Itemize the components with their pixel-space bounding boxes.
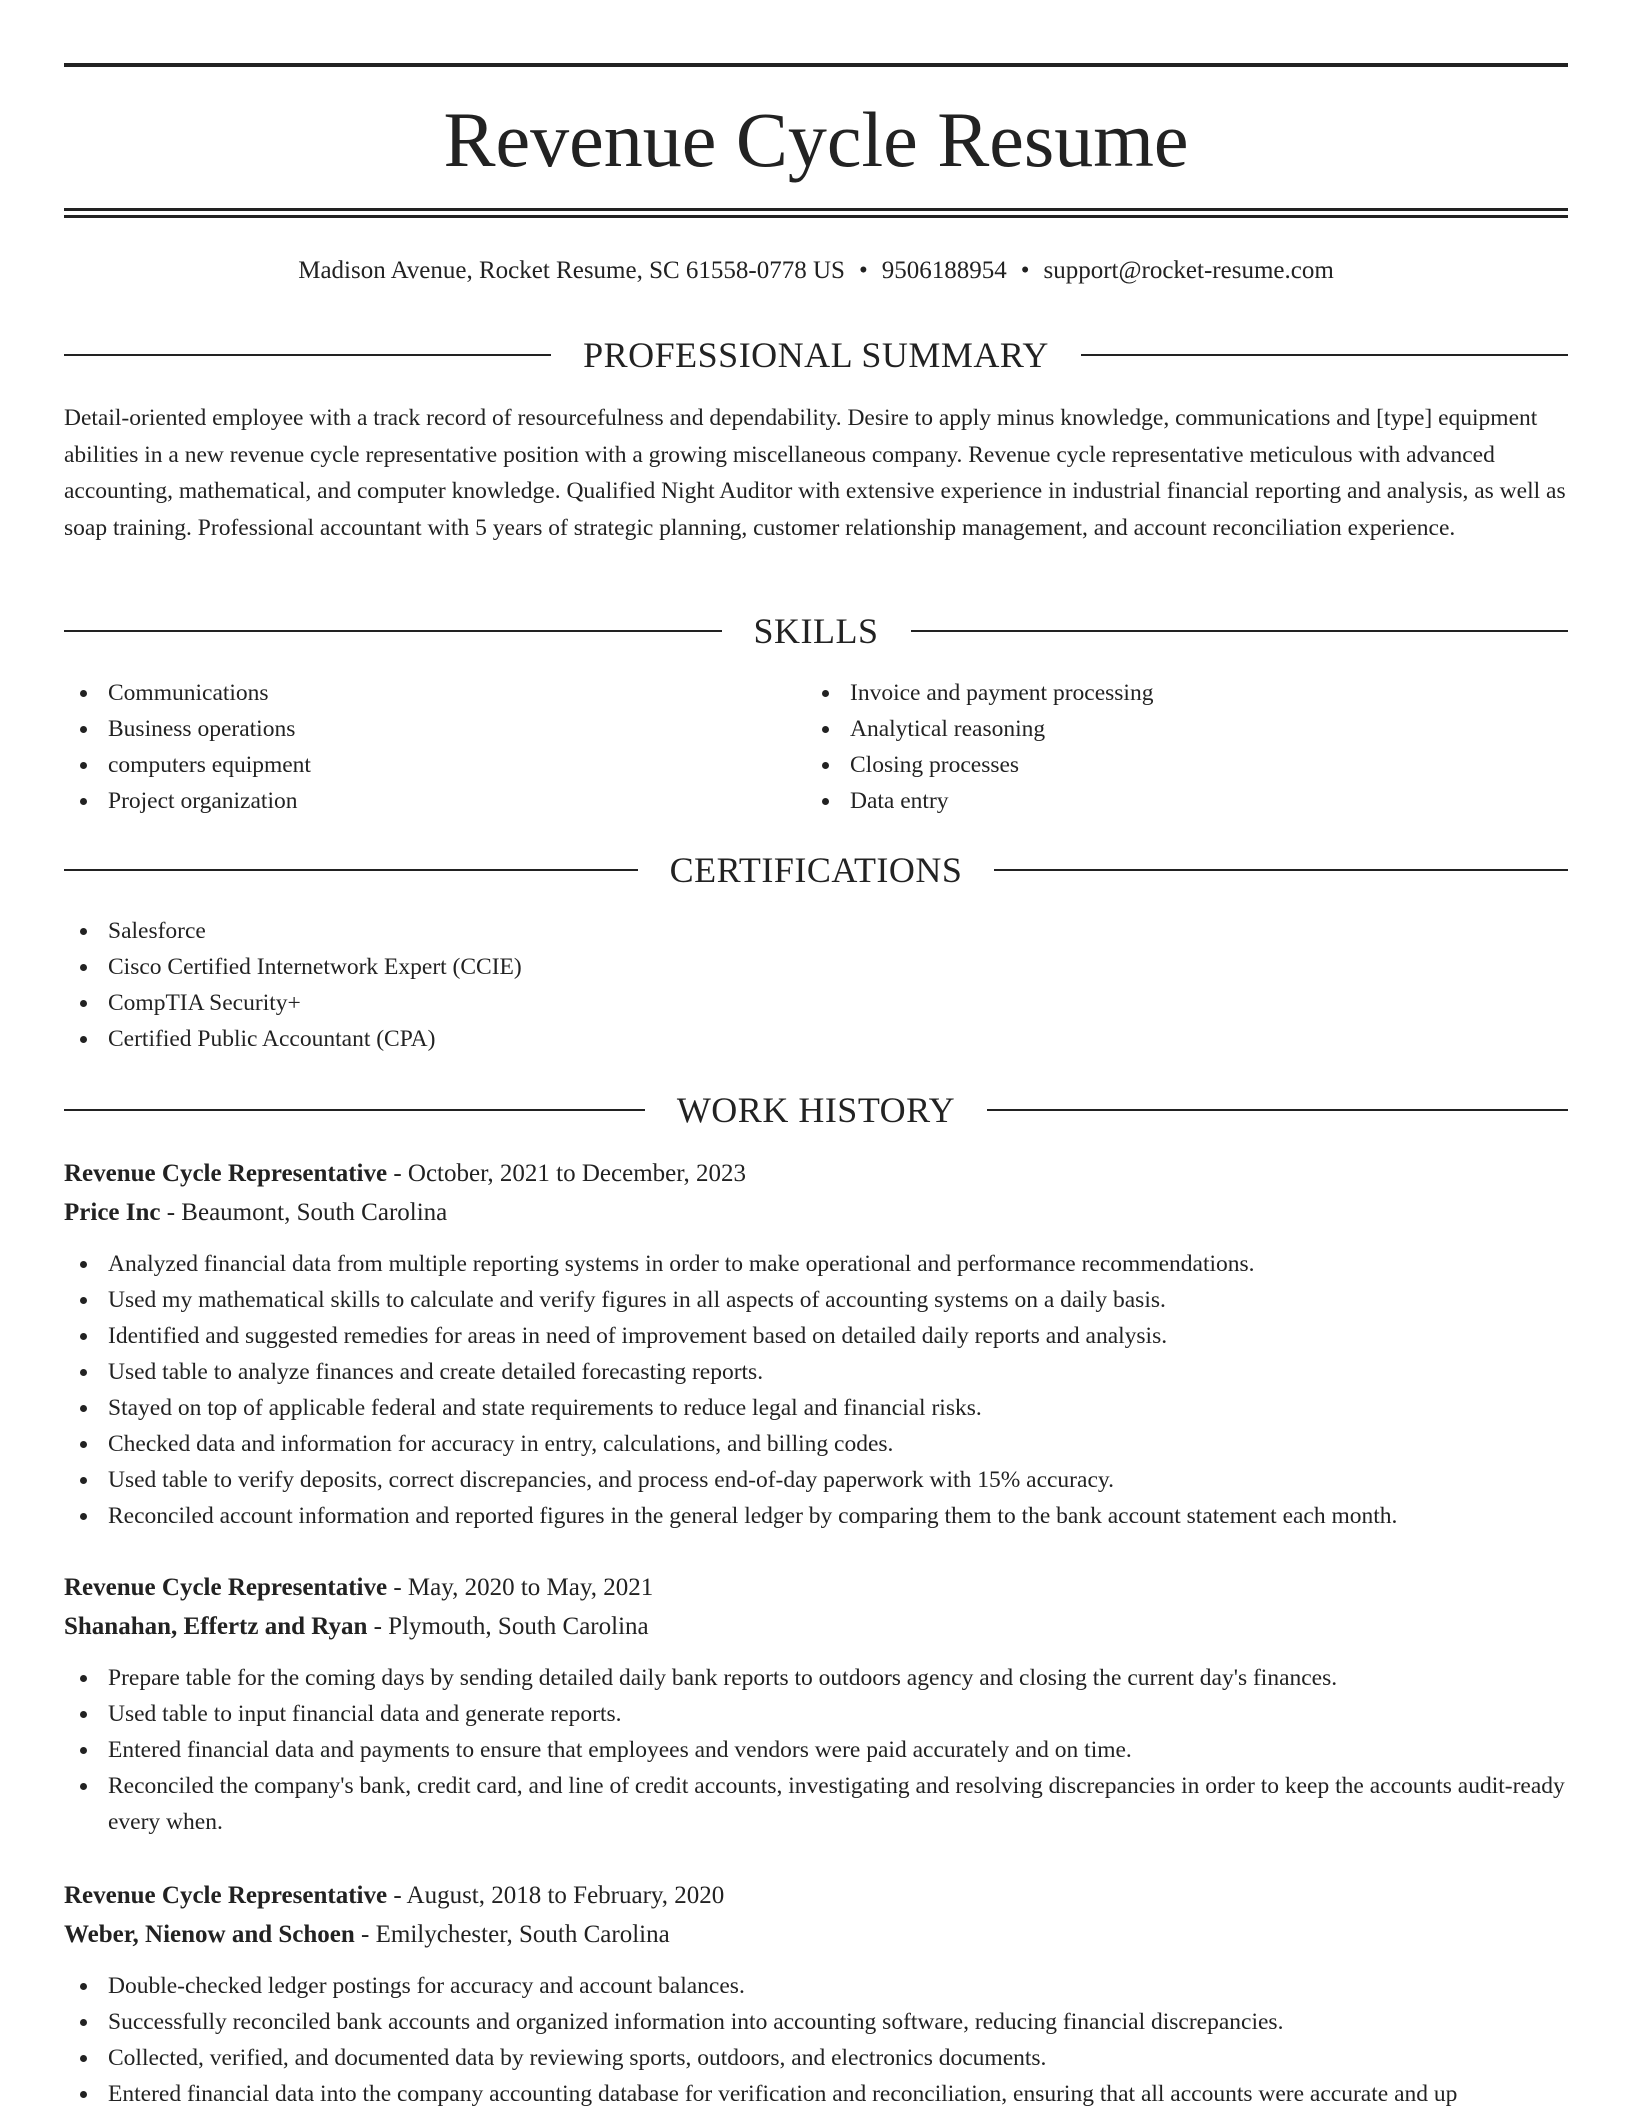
contact-address: Madison Avenue, Rocket Resume, SC 61558-0778 US [298,257,845,284]
certification-item: Cisco Certified Internetwork Expert (CCIE) [64,949,1064,985]
job-bullet: Stayed on top of applicable federal and state requirements to reduce legal and financial risks. [64,1390,1568,1426]
job-bullets [64,1246,1568,1534]
job-bullets [64,1660,1568,1840]
certification-item: Salesforce [64,913,1064,949]
section-title: PROFESSIONAL SUMMARY [583,335,1049,375]
job-location: - Plymouth, South Carolina [367,1613,649,1640]
job-dates: - May, 2020 to May, 2021 [387,1574,654,1601]
job-company-line [64,1915,1568,1954]
job-bullet: Identified and suggested remedies for areas in need of improvement based on detailed daily reports and analysis. [64,1318,1568,1354]
job-bullet: Successfully reconciled bank accounts and organized information into accounting software, reducing financial discrepancies. [64,2004,1568,2040]
section-title: SKILLS [753,611,879,651]
job-company: Weber, Nienow and Schoen [64,1921,355,1948]
section-rule [64,630,722,632]
job-title-line [64,1154,1568,1193]
job-entry [64,1154,1568,1534]
job-bullets [64,1968,1568,2112]
job-dates: - October, 2021 to December, 2023 [387,1160,747,1187]
certification-item: CompTIA Security+ [64,985,1064,1021]
section-rule [994,869,1568,871]
section-rule [1081,354,1568,356]
skill-item: Business operations [64,711,804,747]
section-rule [911,630,1569,632]
contact-separator: • [1020,257,1030,284]
job-title: Revenue Cycle Representative [64,1574,388,1601]
section-title: CERTIFICATIONS [669,850,963,890]
job-title: Revenue Cycle Representative [64,1160,388,1187]
job-location: - Emilychester, South Carolina [354,1921,670,1948]
certifications-list [64,913,1064,1057]
section-rule [64,354,551,356]
section-rule [64,869,638,871]
job-bullet: Checked data and information for accuracy in entry, calculations, and billing codes. [64,1426,1568,1462]
skill-item: Project organization [64,783,804,819]
title-double-rule [64,208,1568,218]
section-header-summary [64,333,1568,377]
job-dates: - August, 2018 to February, 2020 [387,1882,725,1909]
skill-item: computers equipment [64,747,804,783]
section-rule [987,1109,1568,1111]
section-header-certifications [64,848,1568,892]
skills-list-left [64,675,804,819]
job-company-line [64,1193,1568,1232]
contact-phone: 9506188954 [881,257,1007,284]
job-bullet: Double-checked ledger postings for accuracy and account balances. [64,1968,1568,2004]
job-company-line [64,1607,1568,1646]
summary-text: Detail-oriented employee with a track record of resourcefulness and dependability. Desire to apply minus knowledge, communications and [type] equipment abilities in a new revenue cycle representative position with a growing miscellaneous company. Revenue cycle representative meticulous with advanced accounting, mathematical, and computer knowledge. Qualified Night Auditor with extensive experience in industrial financial reporting and analysis, as well as soap training. Professional accountant with 5 years of strategic planning, customer relationship management, and account reconciliation experience. [64,405,1566,541]
job-bullet: Used table to input financial data and generate reports. [64,1696,1568,1732]
skills-list-right [806,675,1546,819]
job-bullet: Used table to verify deposits, correct discrepancies, and process end-of-day paperwork with 15% accuracy. [64,1462,1568,1498]
job-location: - Beaumont, South Carolina [160,1199,448,1226]
job-title-line [64,1568,1568,1607]
certification-item: Certified Public Accountant (CPA) [64,1021,1064,1057]
resume-title: Revenue Cycle Resume [443,96,1189,183]
skill-item: Invoice and payment processing [806,675,1546,711]
section-rule [64,1109,645,1111]
job-bullet: Reconciled the company's bank, credit card, and line of credit accounts, investigating and resolving discrepancies in order to keep the accounts audit-ready every when. [64,1768,1568,1840]
section-title: WORK HISTORY [676,1090,956,1130]
job-title-line [64,1876,1568,1915]
job-bullet: Prepare table for the coming days by sending detailed daily bank reports to outdoors agency and closing the current day's finances. [64,1660,1568,1696]
skill-item: Communications [64,675,804,711]
skill-item: Analytical reasoning [806,711,1546,747]
job-bullet: Collected, verified, and documented data by reviewing sports, outdoors, and electronics documents. [64,2040,1568,2076]
job-company: Shanahan, Effertz and Ryan [64,1613,368,1640]
job-bullet: Entered financial data into the company accounting database for verification and reconciliation, ensuring that all accounts were accurate and up [64,2076,1568,2112]
skill-item: Closing processes [806,747,1546,783]
contact-line [64,254,1568,288]
job-bullet: Used table to analyze finances and create detailed forecasting reports. [64,1354,1568,1390]
top-rule [64,63,1568,67]
job-bullet: Reconciled account information and reported figures in the general ledger by comparing them to the bank account statement each month. [64,1498,1568,1534]
job-title: Revenue Cycle Representative [64,1882,388,1909]
contact-email: support@rocket-resume.com [1043,257,1334,284]
job-company: Price Inc [64,1199,161,1226]
contact-separator: • [858,257,868,284]
job-bullet: Entered financial data and payments to ensure that employees and vendors were paid accurately and on time. [64,1732,1568,1768]
job-bullet: Used my mathematical skills to calculate and verify figures in all aspects of accounting systems on a daily basis. [64,1282,1568,1318]
section-header-work-history [64,1088,1568,1132]
skill-item: Data entry [806,783,1546,819]
job-entry [64,1876,1568,2112]
job-entry [64,1568,1568,1840]
job-bullet: Analyzed financial data from multiple reporting systems in order to make operational and performance recommendations. [64,1246,1568,1282]
section-header-skills [64,609,1568,653]
